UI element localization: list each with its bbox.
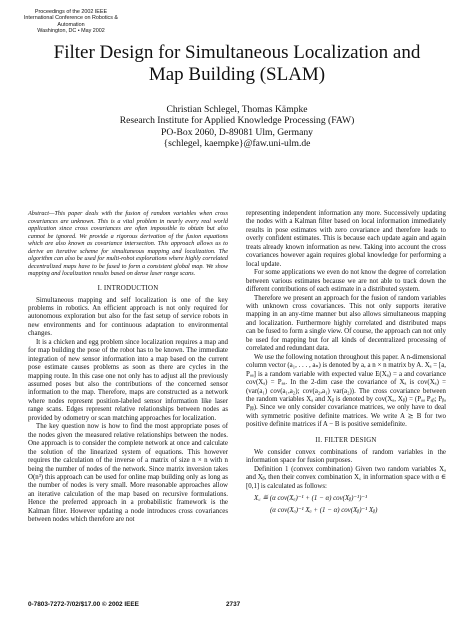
left-column	[28, 210, 228, 525]
proceedings-line: International Conference on Robotics & Automation	[23, 15, 119, 28]
author-names: Christian Schlegel, Thomas Kämpke	[166, 104, 308, 115]
body-paragraph: representing independent information any more. Successively updating the nodes with a Kalman filter based on local information immediately results in pose estimates with zero covariance and therefore leads to overly confident estimates. This is because each update again and again treats already known information as new. Taking into account the cross covariances however again requires global knowledge for performing a local update.	[246, 210, 446, 268]
body-paragraph: We consider convex combinations of random variables in the information space for fusion purposes.	[246, 448, 446, 465]
section-heading-introduction: I. INTRODUCTION	[97, 284, 159, 292]
body-paragraph: Simultaneous mapping and self localization is one of the key problems in robotics. An efficient approach is not only required for autonomous exploration but also for the fast setup of service robots in new environments and for continuous adaptation to environmental changes.	[28, 296, 228, 338]
footer-isbn: 0-7803-7272-7/02/$17.00 © 2002 IEEE	[28, 601, 139, 608]
proceedings-line: Proceedings of the 2002 IEEE	[34, 9, 108, 15]
body-paragraph: The key question now is how to find the most appropriate poses of the nodes given the measured relative relationships between the nodes. One approach is to consider the complete network at once and calculate the solution of the linearized system of equations. This however requires the calculation of the inverse of a matrix of size n × n with n being the number of nodes of the network. Since matrix inversion takes O(n³) this approach can be used for online map building only as long as the number of nodes is very small. More reasonable approaches allow an iterative calculation of the map based on recursive formulations. Hence the preferred approach in a probabilistic framework is the Kalman filter. However updating a node introduces cross covariances between nodes which therefore are not	[28, 423, 228, 524]
body-paragraph: We use the following notation throughout this paper. A n-dimensional column vector (a₁, . . . , aₙ) is denoted by a, a n × n matrix by A. Xₐ = [a, Pₐₐ] is a random variable with expected value E(Xₐ) = a and covariance cov(Xₐ) = Pₐₐ. In the 2-dim case the covariance of Xₐ is cov(Xₐ) = (var(a₁) cov(a₁,a₂); cov(a₂,a₁) var(a₂)). The cross covariance between the random variables Xₐ and Xᵦ is denoted by cov(Xₐ, Xᵦ) = (Pₐₐ Pₐᵦ; Pᵦₐ Pᵦᵦ). Since we only consider covariance matrices, we only have to deal with symmetric positive definite matrices. We write A ⪰ B for two positive definite matrices if A − B is positive semidefinite.	[246, 353, 446, 429]
page-number: 2737	[226, 601, 241, 608]
body-paragraph: For some applications we even do not know the degree of correlation between various estimates because we are not able to track down the different contributions of each estimate in a distributed system.	[246, 269, 446, 294]
right-column	[246, 210, 446, 515]
title-line: Filter Design for Simultaneous Localization and	[53, 42, 421, 63]
proceedings-header	[13, 9, 129, 35]
author-email: {schlegel, kaempke}@faw.uni-ulm.de	[163, 138, 311, 150]
body-paragraph: It is a chicken and egg problem since localization requires a map and for map building the pose of the robot has to be known. The immediate integration of new sensor information into a map based on the current pose estimate causes problems as soon as there are cycles in the mapping route. In this case one not only has to adjust all the previously assumed poses but also the contributions of the concerned sensor information to the map. Therefore, maps are constructed as a network where nodes represent position-labeled sensor information like laser range scans. Edges represent relative relationships between nodes as provided by odometry or scan matching approaches for localization.	[28, 338, 228, 422]
equation-line: (α cov(Xₐ)⁻¹ Xₐ + (1 − α) cov(Xᵦ)⁻¹ Xᵦ)	[270, 507, 378, 515]
abstract: Abstract—This paper deals with the fusion of random variables when cross covariances are unknown. This is a vital problem in nearly every real world application since cross covariances are often impossible to obtain but also cannot be ignored. We provide a rigorous derivation of the fusion equations which are also known as covariance intersection. This approach allows us to derive an iterative scheme for simultaneous mapping and localization. The algorithm can also be used for multi-robot explorations where highly correlated decentralized maps have to be fused to form a consistent global map. We show mapping and localization results based on dense laser range scans.	[28, 210, 228, 277]
equation-line: X꜀ ≝ (α cov(Xₐ)⁻¹ + (1 − α) cov(Xᵦ)⁻¹)⁻¹	[254, 495, 368, 503]
author-block	[0, 104, 474, 150]
paper-title	[0, 42, 474, 86]
author-address: PO-Box 2060, D-89081 Ulm, Germany	[161, 126, 313, 138]
proceedings-line: Washington, DC • May 2002	[37, 28, 105, 35]
title-line: Map Building (SLAM)	[148, 64, 326, 85]
body-paragraph: Therefore we present an approach for the fusion of random variables with unknown cross covariances. This not only supports iterative mapping in an any-time manner but also allows simultaneous mapping and localization. Furthermore highly correlated and distributed maps can be fused to form a single view. Of course, the approach can not only be used for mapping but for all kinds of decentralized processing of correlated and redundant data.	[246, 294, 446, 353]
section-heading-filter-design: II. FILTER DESIGN	[315, 436, 377, 444]
author-affiliation: Research Institute for Applied Knowledge Processing (FAW)	[119, 115, 355, 127]
definition-paragraph: Definition 1 (convex combination) Given two random variables Xₐ and Xᵦ, then their convex combination X꜀ in information space with α ∈ [0,1] is calculated as follows:	[246, 465, 446, 490]
